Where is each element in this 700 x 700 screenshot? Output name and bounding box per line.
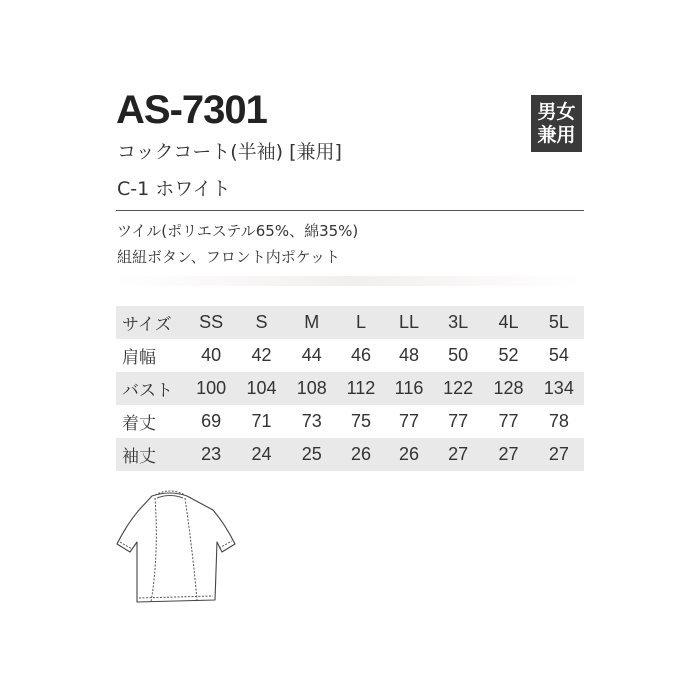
- table-cell: 71: [251, 411, 272, 431]
- size-header-cell: M: [287, 306, 337, 339]
- table-cell: 26: [385, 438, 433, 471]
- row-label: 肩幅: [122, 348, 156, 368]
- divider: [116, 210, 584, 211]
- table-cell: 42: [251, 345, 272, 365]
- table-cell: 78: [548, 411, 569, 431]
- row-label: 着丈: [122, 414, 156, 434]
- row-label: バスト: [116, 372, 186, 405]
- table-cell: 50: [448, 345, 469, 365]
- size-table: [116, 306, 584, 471]
- size-header-cell: 3L: [433, 306, 483, 339]
- gender-badge: 男女兼用: [531, 95, 582, 152]
- table-row: [116, 372, 584, 405]
- table-cell: 75: [350, 411, 371, 431]
- table-cell: 116: [385, 372, 433, 405]
- table-cell: 54: [548, 345, 569, 365]
- size-header-cell: L: [337, 306, 385, 339]
- chef-coat-back-icon: [107, 484, 242, 609]
- table-cell: 104: [236, 372, 286, 405]
- row-label: 袖丈: [116, 438, 186, 471]
- table-row: [116, 405, 584, 438]
- table-cell: 27: [534, 438, 584, 471]
- table-cell: 27: [433, 438, 483, 471]
- table-cell: 77: [448, 411, 469, 431]
- product-name: コックコート(半袖) [兼用]: [117, 141, 342, 163]
- size-header-row: [116, 306, 584, 339]
- table-cell: 100: [186, 372, 236, 405]
- features-description: 組紐ボタン、フロント内ポケット: [117, 248, 341, 266]
- table-cell: 69: [201, 411, 222, 431]
- size-header-label: サイズ: [116, 306, 186, 339]
- table-cell: 108: [287, 372, 337, 405]
- fabric-description: ツイル(ポリエステル65%、綿35%): [117, 222, 359, 240]
- table-cell: 48: [398, 345, 420, 365]
- table-cell: 24: [236, 438, 286, 471]
- table-cell: 128: [483, 372, 533, 405]
- table-cell: 26: [337, 438, 385, 471]
- table-cell: 27: [483, 438, 533, 471]
- size-header-cell: LL: [385, 306, 433, 339]
- table-cell: 112: [337, 372, 385, 405]
- table-row: [116, 339, 584, 372]
- decorative-band: [116, 276, 584, 286]
- table-cell: 77: [498, 411, 519, 431]
- table-cell: 122: [433, 372, 483, 405]
- size-header-cell: 4L: [483, 306, 533, 339]
- table-cell: 46: [350, 345, 371, 365]
- table-cell: 40: [201, 345, 222, 365]
- model-number: AS-7301: [116, 88, 267, 132]
- table-cell: 44: [301, 345, 322, 365]
- table-cell: 25: [287, 438, 337, 471]
- table-cell: 134: [534, 372, 584, 405]
- table-row: [116, 438, 584, 471]
- size-header-cell: 5L: [534, 306, 584, 339]
- table-cell: 77: [398, 411, 420, 431]
- size-header-cell: SS: [186, 306, 236, 339]
- product-color: C-1 ホワイト: [117, 178, 231, 200]
- table-cell: 52: [498, 345, 519, 365]
- table-cell: 23: [186, 438, 236, 471]
- table-cell: 73: [301, 411, 322, 431]
- size-header-cell: S: [236, 306, 286, 339]
